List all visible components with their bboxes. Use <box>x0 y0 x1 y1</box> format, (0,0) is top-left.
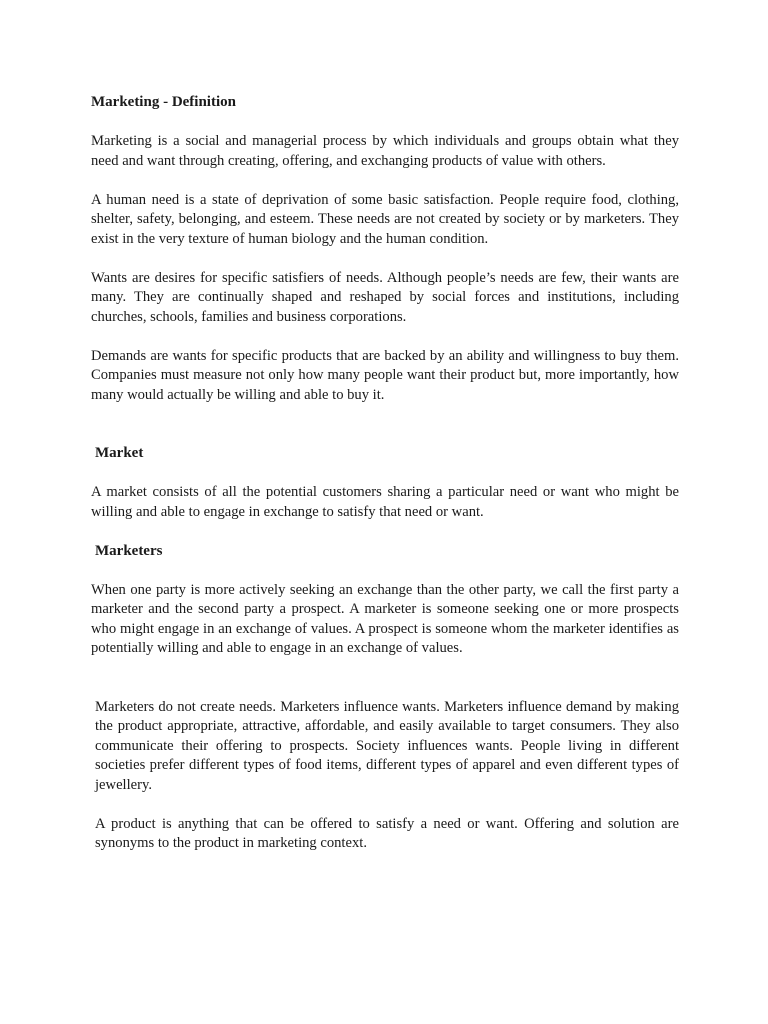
section-heading-marketers: Marketers <box>95 542 163 559</box>
paragraph-wants: Wants are desires for specific satisfiers of needs. Although people’s needs are few, their wants are many. They are continually shaped and reshaped by social forces and institutions, including churches, schools, families and business corporations. <box>91 269 679 325</box>
document-page <box>91 93 679 854</box>
paragraph-marketing-definition: Marketing is a social and managerial process by which individuals and groups obtain what they need and want through creating, offering, and exchanging products of value with others. <box>91 133 679 169</box>
section-heading-marketing-definition: Marketing - Definition <box>91 94 236 110</box>
paragraph-human-need: A human need is a state of deprivation of some basic satisfaction. People require food, clothing, shelter, safety, belonging, and esteem. These needs are not created by society or by marketers. They exist in the very texture of human biology and the human condition. <box>91 191 679 247</box>
section-heading-market: Market <box>95 445 144 461</box>
paragraph-marketers-exchange: When one party is more actively seeking an exchange than the other party, we call the first party a marketer and the second party a prospect. A marketer is someone seeking one or more prospects who might engage in an exchange of values. A prospect is someone whom the marketer identifies as potentially willing and able to engage in an exchange of values. <box>91 581 679 656</box>
paragraph-market: A market consists of all the potential customers sharing a particular need or want who might be willing and able to engage in exchange to satisfy that need or want. <box>91 484 679 520</box>
paragraph-marketers-influence: Marketers do not create needs. Marketers influence wants. Marketers influence demand by making the product appropriate, attractive, affordable, and easily available to target consumers. They also communicate their offering to prospects. Society influences wants. People living in different societies prefer different types of food items, different types of apparel and even different types of jewellery. <box>95 698 679 793</box>
paragraph-product: A product is anything that can be offered to satisfy a need or want. Offering and solution are synonyms to the product in marketing context. <box>95 815 679 851</box>
paragraph-demands: Demands are wants for specific products that are backed by an ability and willingness to buy them. Companies must measure not only how many people want their product but, more importantly, how many would actually be willing and able to buy it. <box>91 347 679 403</box>
